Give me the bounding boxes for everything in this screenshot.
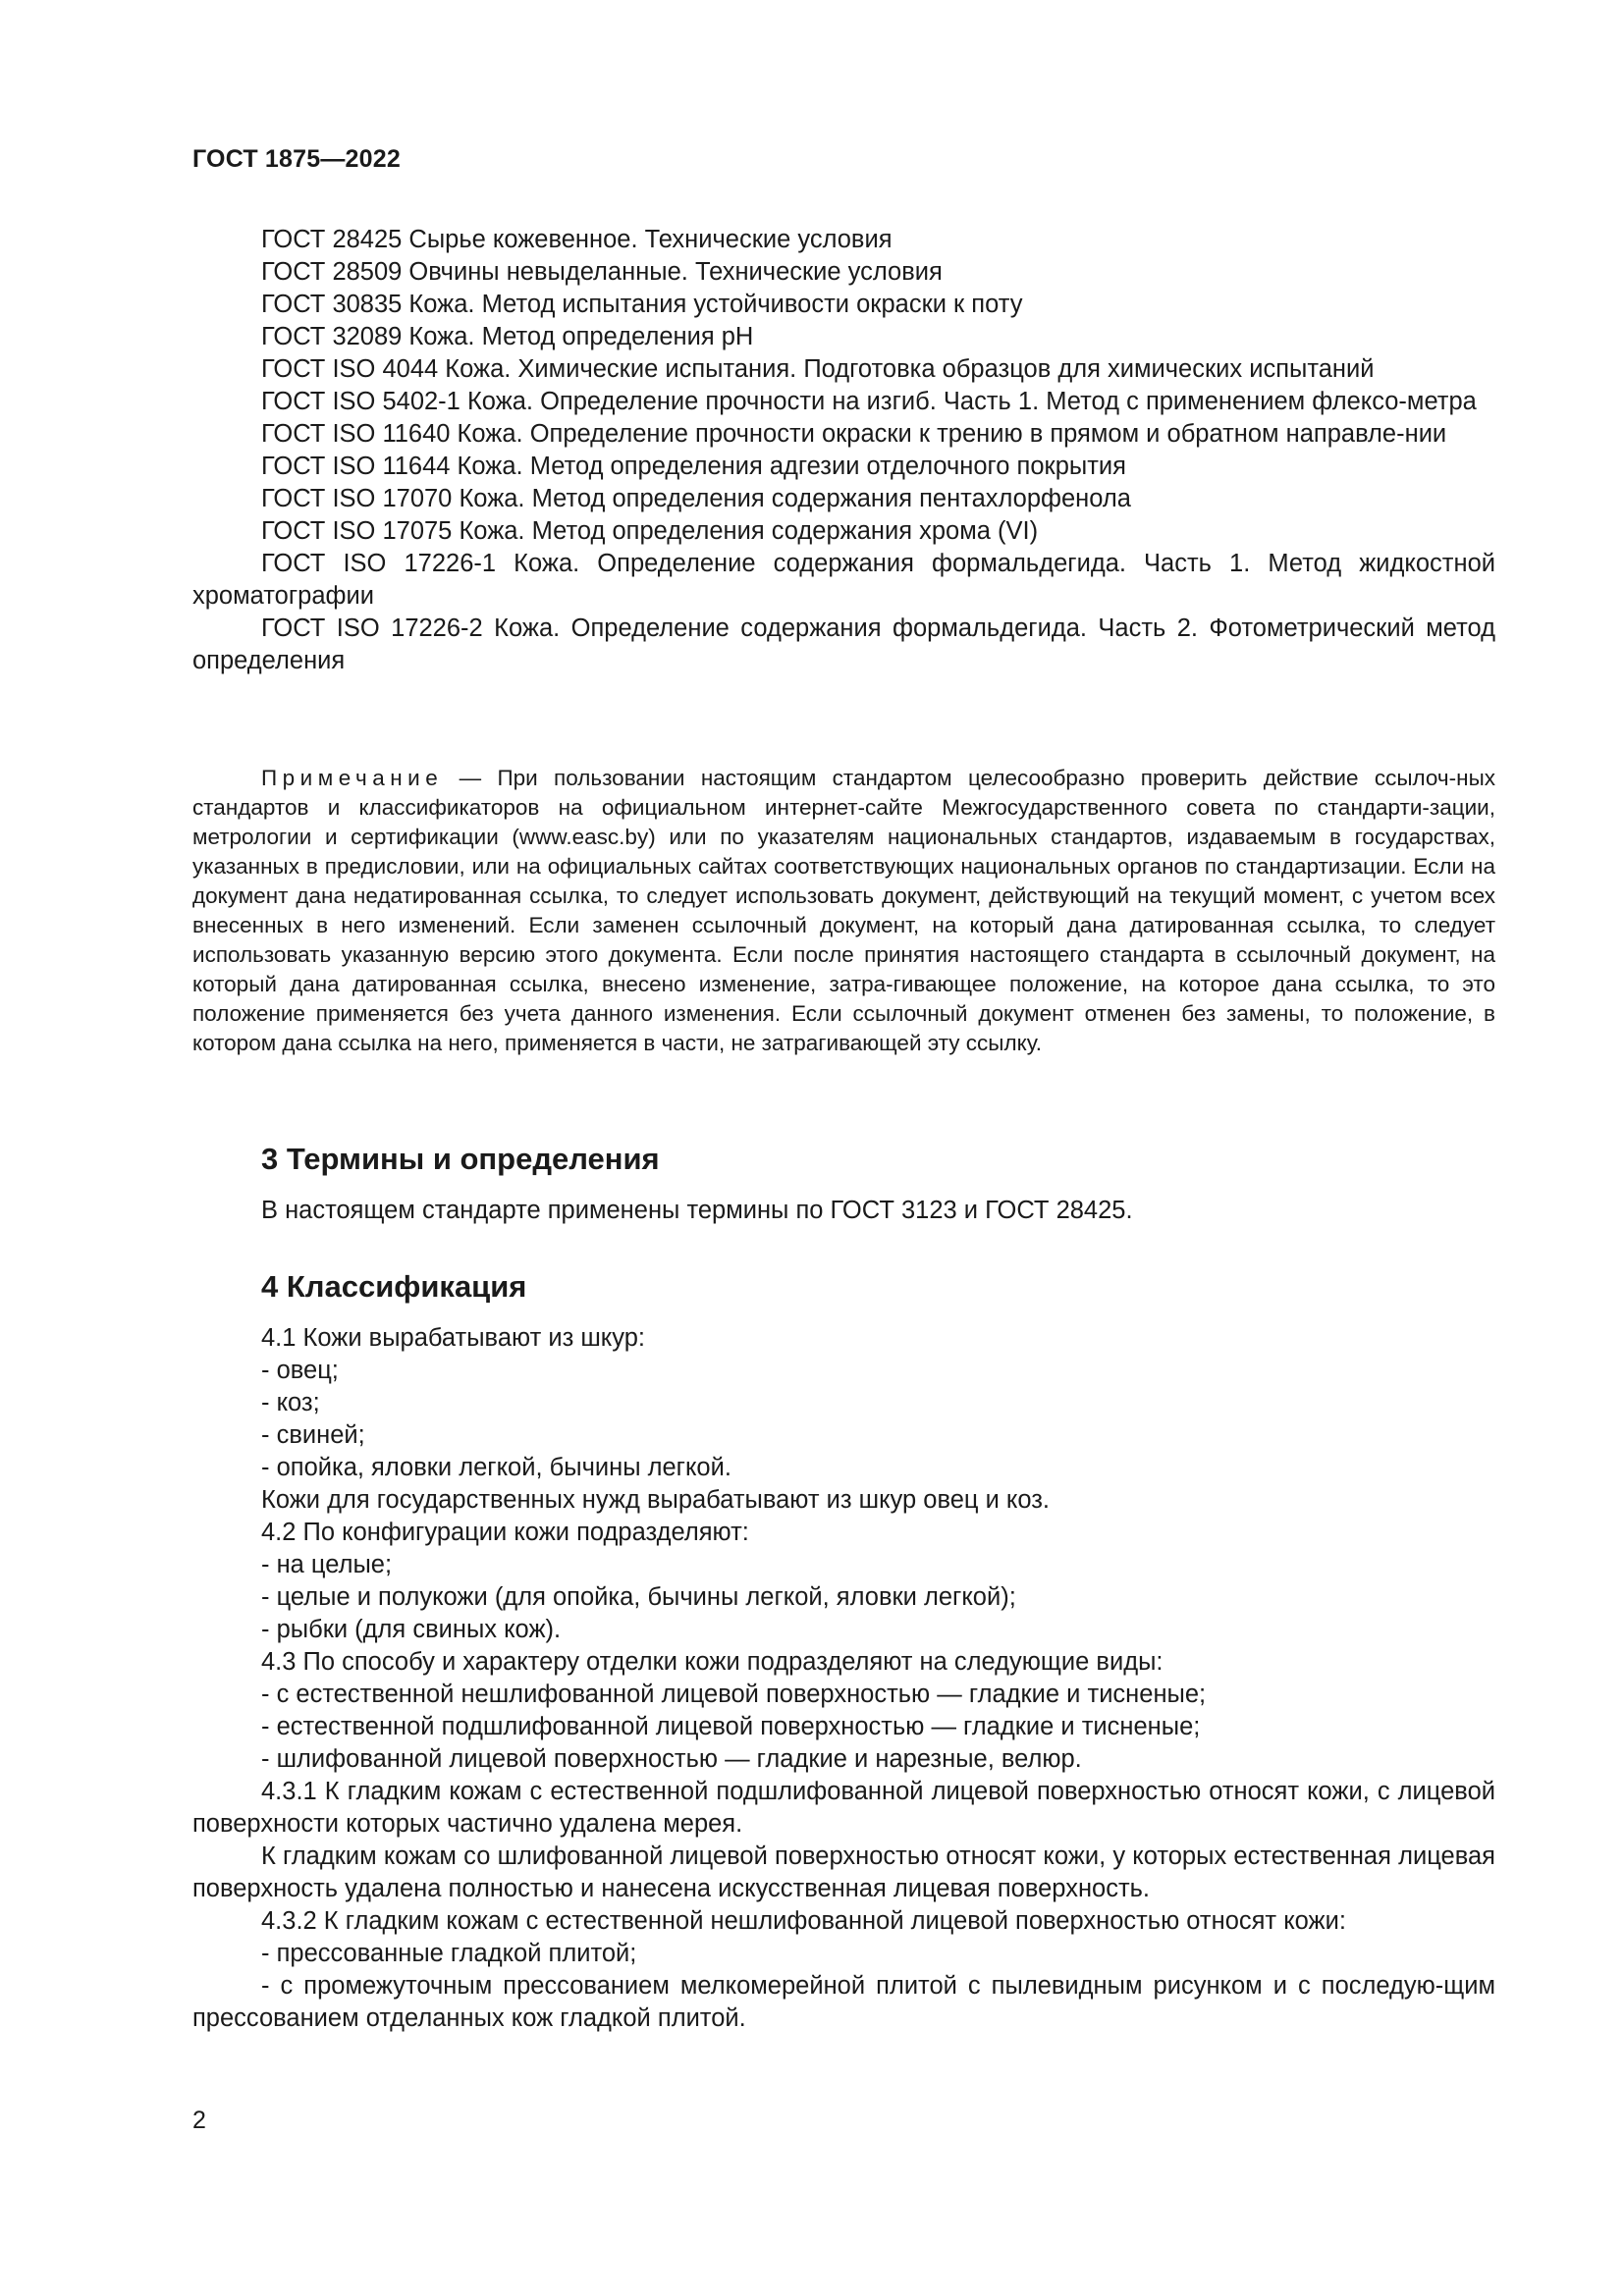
classification-paragraph: Кожи для государственных нужд вырабатывают из шкур овец и коз. <box>261 1486 1051 1514</box>
reference-item: ГОСТ 32089 Кожа. Метод определения pH <box>261 323 754 350</box>
reference-item: ГОСТ 28509 Овчины невыделанные. Технические условия <box>261 258 943 286</box>
note-paragraph <box>192 764 1495 1058</box>
doc-code-header: ГОСТ 1875—2022 <box>192 145 401 173</box>
reference-item: ГОСТ 30835 Кожа. Метод испытания устойчивости окраски к поту <box>261 291 1023 318</box>
reference-item: ГОСТ ISO 17075 Кожа. Метод определения содержания хрома (VI) <box>261 517 1039 545</box>
classification-paragraph: - естественной подшлифованной лицевой поверхностью — гладкие и тисненые; <box>261 1713 1201 1740</box>
classification-paragraph: - овец; <box>261 1357 339 1384</box>
classification-paragraph: - с промежуточным прессованием мелкомерейной плитой с пылевидным рисунком и с последую-щим прессованием отделанных кож гладкой плитой. <box>192 1972 1495 2032</box>
page-number: 2 <box>192 2107 206 2134</box>
classification-paragraph: - целые и полукожи (для опойка, бычины легкой, яловки легкой); <box>261 1583 1016 1611</box>
classification-paragraph: 4.2 По конфигурации кожи подразделяют: <box>261 1519 749 1546</box>
reference-item: ГОСТ ISO 17226-1 Кожа. Определение содержания формальдегида. Часть 1. Метод жидкостной хроматографии <box>192 550 1495 610</box>
reference-item: ГОСТ ISO 4044 Кожа. Химические испытания. Подготовка образцов для химических испытаний <box>261 355 1375 383</box>
section-3-text: В настоящем стандарте применены термины по ГОСТ 3123 и ГОСТ 28425. <box>261 1197 1133 1224</box>
classification-paragraph: - коз; <box>261 1389 320 1416</box>
classification-paragraph: - рыбки (для свиных кож). <box>261 1616 562 1643</box>
reference-item: ГОСТ ISO 11640 Кожа. Определение прочности окраски к трению в прямом и обратном направле-нии <box>261 420 1447 448</box>
classification-paragraph: - на целые; <box>261 1551 393 1578</box>
classification-paragraph: - шлифованной лицевой поверхностью — гладкие и нарезные, велюр. <box>261 1745 1082 1773</box>
section-4-body <box>192 1322 1495 2035</box>
classification-paragraph: - с естественной нешлифованной лицевой поверхностью — гладкие и тисненые; <box>261 1681 1207 1708</box>
reference-item: ГОСТ ISO 17226-2 Кожа. Определение содержания формальдегида. Часть 2. Фотометрический метод определения <box>192 614 1495 674</box>
classification-paragraph: 4.3.1 К гладким кожам с естественной подшлифованной лицевой поверхностью относят кожи, с лицевой поверхности которых частично удалена мерея. <box>192 1778 1495 1838</box>
normative-references-list <box>192 224 1495 677</box>
section-4-heading: 4 Классификация <box>261 1269 527 1304</box>
reference-item: ГОСТ ISO 17070 Кожа. Метод определения содержания пентахлорфенола <box>261 485 1131 512</box>
note-label: Примечание <box>261 766 444 790</box>
section-3-heading: 3 Термины и определения <box>261 1142 660 1176</box>
reference-item: ГОСТ 28425 Сырье кожевенное. Технические условия <box>261 226 893 253</box>
classification-paragraph: 4.1 Кожи вырабатывают из шкур: <box>261 1324 645 1352</box>
note-text: — При пользовании настоящим стандартом целесообразно проверить действие ссылоч-ных стандартов и классификаторов на официальном интернет-сайте Межгосударственного совета по стандарти-зации, метрологии и сертификации (www.easc.by) или по указателям национальных стандартов, издаваемым в государствах, указанных в предисловии, или на официальных сайтах соответствующих национальных органов по стандартизации. Если на документ дана недатированная ссылка, то следует использовать документ, действующий на текущий момент, с учетом всех внесенных в него изменений. Если заменен ссылочный документ, на который дана датированная ссылка, то следует использовать указанную версию этого документа. Если после принятия настоящего стандарта в ссылочный документ, на который дана датированная ссылка, внесено изменение, затра-гивающее положение, на которое дана ссылка, то это положение применяется без учета данного изменения. Если ссылочный документ отменен без замены, то положение, в котором дана ссылка на него, применяется в части, не затрагивающей эту ссылку. <box>192 766 1495 1055</box>
classification-paragraph: 4.3.2 К гладким кожам с естественной нешлифованной лицевой поверхностью относят кожи: <box>261 1907 1346 1935</box>
classification-paragraph: К гладким кожам со шлифованной лицевой поверхностью относят кожи, у которых естественная лицевая поверхность удалена полностью и нанесена искусственная лицевая поверхность. <box>192 1842 1495 1902</box>
classification-paragraph: 4.3 По способу и характеру отделки кожи подразделяют на следующие виды: <box>261 1648 1164 1676</box>
classification-paragraph: - опойка, яловки легкой, бычины легкой. <box>261 1454 731 1481</box>
classification-paragraph: - свиней; <box>261 1421 365 1449</box>
reference-item: ГОСТ ISO 5402-1 Кожа. Определение прочности на изгиб. Часть 1. Метод с применением флексо-метра <box>261 388 1477 415</box>
reference-item: ГОСТ ISO 11644 Кожа. Метод определения адгезии отделочного покрытия <box>261 453 1126 480</box>
classification-paragraph: - прессованные гладкой плитой; <box>261 1940 637 1967</box>
